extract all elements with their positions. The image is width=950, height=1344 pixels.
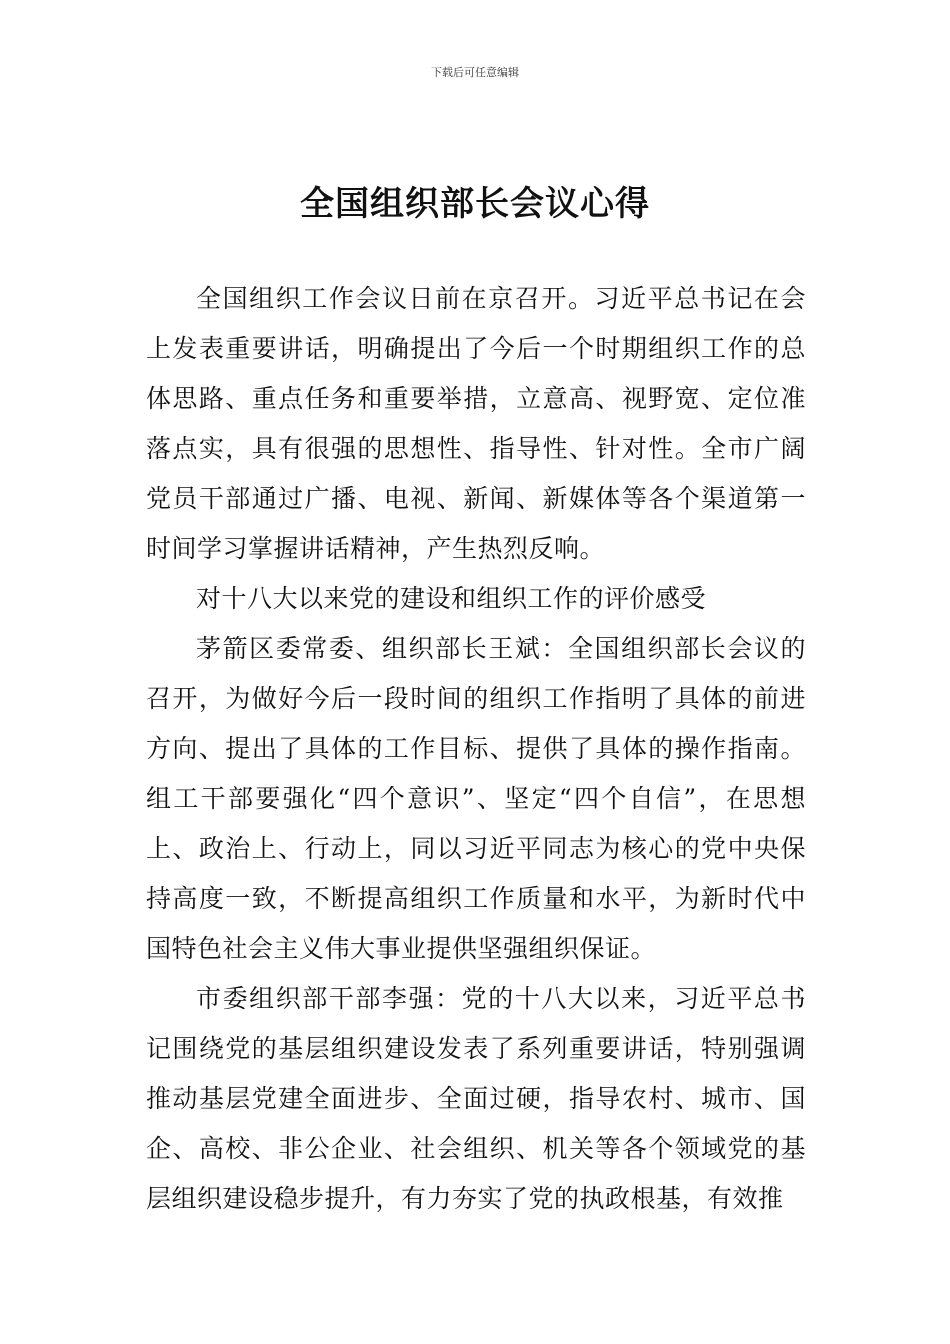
paragraph: 茅箭区委常委、组织部长王斌：全国组织部长会议的召开，为做好今后一段时间的组织工作指明了具体的前进方向、提出了具体的工作目标、提供了具体的操作指南。组工干部要强化“四个意识”、坚定“四个自信”，在思想上、政治上、行动上，同以习近平同志为核心的党中央保持高度一致，不断提高组织工作质量和水平，为新时代中国特色社会主义伟大事业提供坚强组织保证。 xyxy=(146,634,806,963)
document-body xyxy=(146,274,806,1224)
paragraph: 全国组织工作会议日前在京召开。习近平总书记在会上发表重要讲话，明确提出了今后一个时期组织工作的总体思路、重点任务和重要举措，立意高、视野宽、定位准落点实，具有很强的思想性、指导性、针对性。全市广阔党员干部通过广播、电视、新闻、新媒体等各个渠道第一时间学习掌握讲话精神，产生热烈反响。 xyxy=(146,284,806,563)
header-note: 下载后可任意编辑 xyxy=(431,66,519,79)
document-title: 全国组织部长会议心得 xyxy=(300,184,650,224)
paragraph: 市委组织部干部李强：党的十八大以来，习近平总书记围绕党的基层组织建设发表了系列重要讲话，特别强调推动基层党建全面进步、全面过硬，指导农村、城市、国企、高校、非公企业、社会组织、机关等各个领域党的基层组织建设稳步提升，有力夯实了党的执政根基，有效推 xyxy=(146,984,806,1213)
paragraph: 对十八大以来党的建设和组织工作的评价感受 xyxy=(196,584,707,613)
